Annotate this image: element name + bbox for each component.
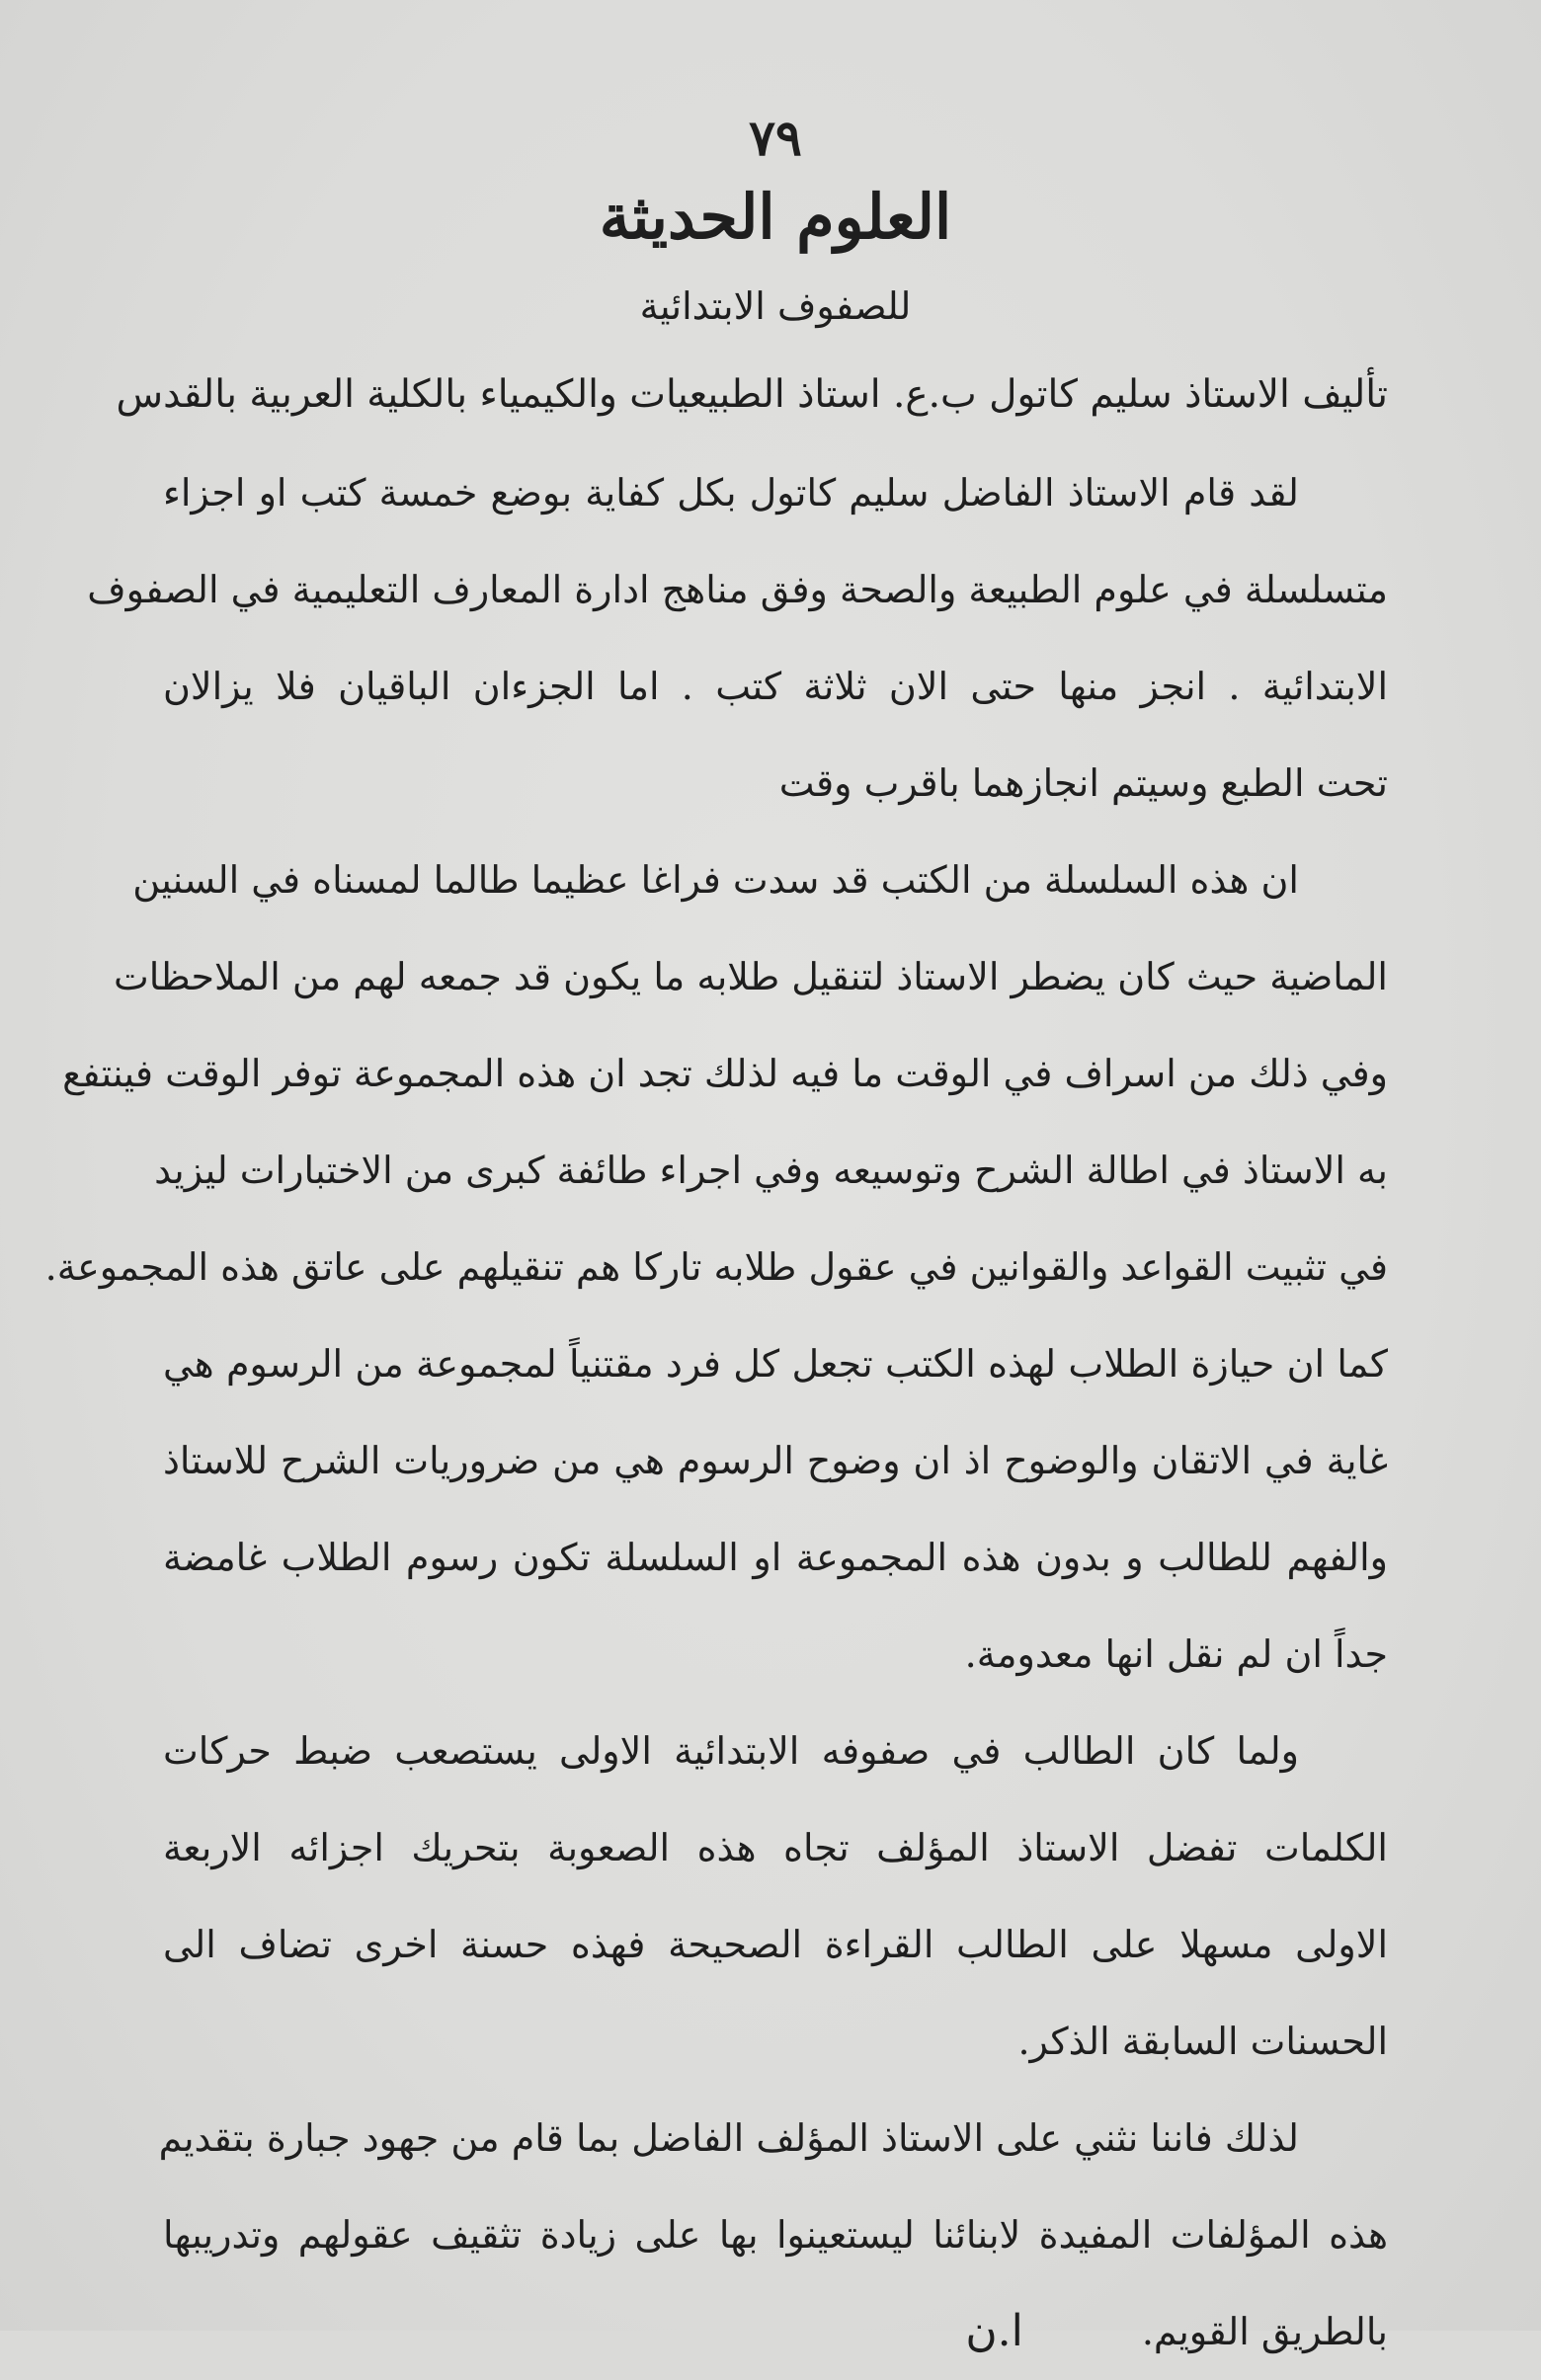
text-line: الاولى مسهلا على الطالب القراءة الصحيحة فهذه حسنة اخرى تضاف الى: [163, 1923, 1388, 1966]
text-line: في تثبيت القواعد والقوانين في عقول طلابه تاركا هم تنقيلهم على عاتق هذه المجموعة.: [44, 1245, 1388, 1289]
text-line: الكلمات تفضل الاستاذ المؤلف تجاه هذه الصعوبة بتحريك اجزائه الاربعة: [163, 1826, 1388, 1869]
page-title: العلوم الحديثة: [599, 181, 952, 253]
text-line: الماضية حيث كان يضطر الاستاذ لتنقيل طلابه ما يكون قد جمعه لهم من الملاحظات: [114, 955, 1388, 998]
page-subtitle: للصفوف الابتدائية: [639, 284, 912, 328]
closing-row: [163, 2283, 1388, 2380]
text-line: كما ان حيازة الطلاب لهذه الكتب تجعل كل فرد مقتنياً لمجموعة من الرسوم هي: [163, 1342, 1388, 1386]
text-line: لذلك فاننا نثني على الاستاذ المؤلف الفاضل بما قام من جهود جبارة بتقديم: [158, 2116, 1299, 2160]
author-line: تأليف الاستاذ سليم كاتول ب.ع. استاذ الطبيعيات والكيمياء بالكلية العربية بالقدس: [116, 372, 1388, 417]
text-line: ولما كان الطالب في صفوفه الابتدائية الاولى يستصعب ضبط حركات: [163, 1729, 1299, 1773]
paragraph-2: [44, 832, 1388, 1703]
text-line: غاية في الاتقان والوضوح اذ ان وضوح الرسوم هي من ضروريات الشرح للاستاذ: [163, 1439, 1388, 1482]
text-line: ان هذه السلسلة من الكتب قد سدت فراغا عظيما طالما لمسناه في السنين: [132, 858, 1299, 902]
paragraph-3: [163, 1703, 1388, 2090]
page-number: ٧٩: [749, 109, 802, 167]
text-line: لقد قام الاستاذ الفاضل سليم كاتول بكل كفاية بوضع خمسة كتب او اجزاء: [163, 471, 1299, 515]
text-line: به الاستاذ في اطالة الشرح وتوسيعه وفي اجراء طائفة كبرى من الاختبارات ليزيد: [154, 1149, 1388, 1192]
text-line: تحت الطبع وسيتم انجازهما باقرب وقت: [778, 761, 1388, 805]
text-line: متسلسلة في علوم الطبيعة والصحة وفق مناهج ادارة المعارف التعليمية في الصفوف: [87, 568, 1388, 611]
text-line: هذه المؤلفات المفيدة لابنائنا ليستعينوا بها على زيادة تثقيف عقولهم وتدريبها: [163, 2213, 1388, 2257]
text-line: الابتدائية . انجز منها حتى الان ثلاثة كتب . اما الجزءان الباقيان فلا يزالان: [163, 665, 1388, 708]
paragraph-4: [158, 2090, 1388, 2380]
paragraph-1: [87, 444, 1388, 832]
text-line: والفهم للطالب و بدون هذه المجموعة او السلسلة تكون رسوم الطلاب غامضة: [163, 1536, 1388, 1579]
text-line: الحسنات السابقة الذكر.: [1017, 2020, 1388, 2063]
text-block: [44, 109, 1388, 2380]
text-line: وفي ذلك من اسراف في الوقت ما فيه لذلك تجد ان هذه المجموعة توفر الوقت فينتفع: [62, 1052, 1388, 1095]
text-line: جداً ان لم نقل انها معدومة.: [964, 1632, 1388, 1676]
signature-initials: ا.ن: [965, 2306, 1023, 2356]
closing-line: بالطريق القويم.: [1141, 2310, 1388, 2353]
